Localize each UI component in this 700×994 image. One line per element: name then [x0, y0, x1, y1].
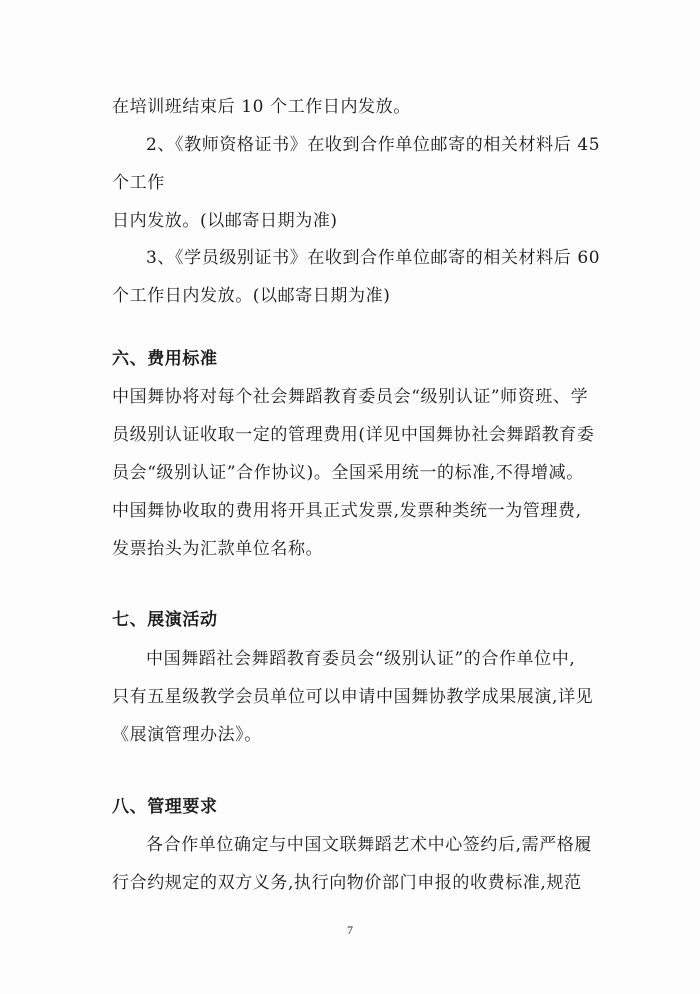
text-line: 个工作	[112, 173, 165, 193]
text-line: 《展演管理办法》。	[112, 725, 262, 745]
text-line: 2、《教师资格证书》在收到合作单位邮寄的相关材料后 45	[146, 135, 601, 155]
section-heading-fees: 六、费用标准	[112, 349, 218, 369]
text-line: 员会“级别认证”合作协议)。全国采用统一的标准,不得增减。	[112, 463, 584, 483]
page-number: 7	[347, 923, 353, 937]
text-line: 中国舞协收取的费用将开具正式发票,发票种类统一为管理费,	[112, 501, 582, 521]
text-line: 各合作单位确定与中国文联舞蹈艺术中心签约后,需严格履	[146, 835, 593, 855]
text-line: 中国舞蹈社会舞蹈教育委员会“级别认证”的合作单位中,	[146, 649, 576, 669]
text-line: 3、《学员级别证书》在收到合作单位邮寄的相关材料后 60	[146, 248, 601, 268]
section-heading-management: 八、管理要求	[112, 797, 218, 817]
text-line: 中国舞协将对每个社会舞蹈教育委员会“级别认证”师资班、学	[112, 387, 589, 407]
text-line: 日内发放。(以邮寄日期为准)	[112, 211, 338, 231]
text-line: 员级别认证收取一定的管理费用(详见中国舞协社会舞蹈教育委	[112, 425, 595, 445]
text-line: 只有五星级教学会员单位可以申请中国舞协教学成果展演,详见	[112, 687, 594, 707]
text-line: 发票抬头为汇款单位名称。	[112, 539, 324, 559]
section-heading-performance: 七、展演活动	[112, 610, 218, 630]
text-line: 行合约规定的双方义务,执行向物价部门申报的收费标准,规范	[112, 873, 582, 893]
text-line: 在培训班结束后 10 个工作日内发放。	[112, 97, 411, 117]
text-line: 个工作日内发放。(以邮寄日期为准)	[112, 286, 391, 306]
